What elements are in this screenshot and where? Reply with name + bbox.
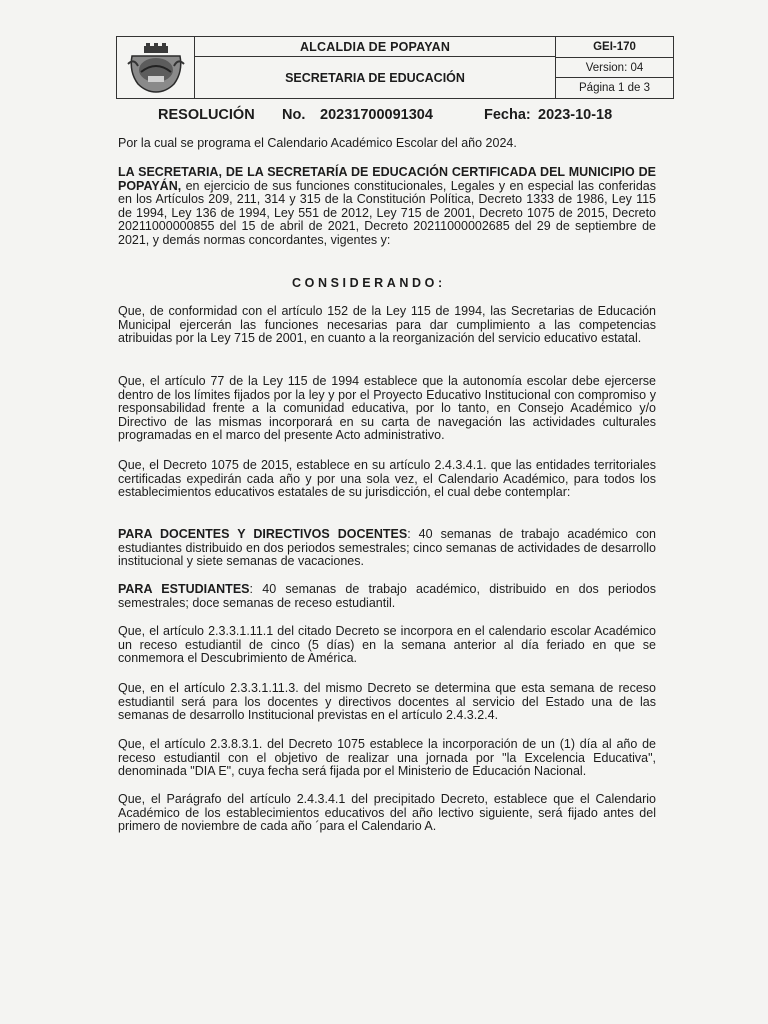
resolution-number-label: No. <box>282 107 306 123</box>
organization-name: ALCALDIA DE POPAYAN <box>195 37 555 57</box>
paragraph: Que, el artículo 2.3.8.3.1. del Decreto 1075 establece la incorporación de un (1) día al año de receso estudiantil con el objetivo de realizar una jornada por "la Excelencia Educativa", denominada "DIA E", cuya fecha será fijada por el Ministerio de Educación Nacional. <box>118 737 656 779</box>
paragraph: Que, el Decreto 1075 de 2015, establece en su artículo 2.4.3.4.1. que las entidades territoriales certificadas expedirán cada año y por una sola vez, el Calendario Académico, para todos los establecimientos educativos estatales de su jurisdicción, el cual debe contemplar: <box>118 458 656 500</box>
resolution-number: 20231700091304 <box>320 107 433 123</box>
municipal-coat-of-arms-icon <box>126 42 186 94</box>
paragraph: Que, el artículo 2.3.3.1.11.1 del citado Decreto se incorpora en el calendario escolar Académico un receso estudiantil de cinco (5 días) en la semana anterior al día feriado en que se conmemora el Descubrimiento de América. <box>118 624 656 666</box>
resolution-date: 2023-10-18 <box>538 107 613 123</box>
docentes-text: : 40 semanas de trabajo académico con estudiantes distribuido en dos periodos semestrales; cinco semanas de actividades de desarrollo institucional y siete semanas de vacaciones. <box>118 527 656 569</box>
logo-cell <box>117 37 195 98</box>
preamble-authority: LA SECRETARIA, DE LA SECRETARÍA DE EDUCACIÓN CERTIFICADA DEL MUNICIPIO DE POPAYÁN, <box>118 165 656 193</box>
estudiantes-heading: PARA ESTUDIANTES <box>118 582 250 596</box>
preamble-text: en ejercicio de sus funciones constitucionales, Legales y en especial las conferidas en los Artículos 209, 211, 314 y 315 de la Constitución Política, Decreto 1333 de 1986, Ley 115 de 1994, Ley 136 de 1994, Ley 551 de 2012, Ley 715 de 2001, Decreto 1075 de 2015, Decreto 20211000000855 del 15 de abril de 2021, Decreto 20211000002685 del 29 de septiembre de 2021, y demás normas concordantes, vigentes y: <box>118 178 656 247</box>
docentes-heading: PARA DOCENTES Y DIRECTIVOS DOCENTES <box>118 527 408 541</box>
paragraph: Que, el artículo 77 de la Ley 115 de 1994 establece que la autonomía escolar debe ejercerse dentro de los límites fijados por la ley y por el Proyecto Educativo Institucional con compromiso y responsabilidad frente a la comunidad educativa, por lo tanto, en Consejo Académico y/o Directivo de las mismas incorporará en su carta de navegación las actividades culturales programadas en el marco del presente Acto administrativo. <box>118 374 656 443</box>
page-indicator: Página 1 de 3 <box>556 77 673 98</box>
paragraph-estudiantes <box>118 583 656 610</box>
paragraph: Que, de conformidad con el artículo 152 de la Ley 115 de 1994, las Secretarias de Educación Municipal ejercerán las funciones necesarias para dar cumplimiento a las competencias atribuidas por la Ley 715 de 2001, en cuanto a la reorganización del servicio educativo estatal. <box>118 304 656 346</box>
paragraph: Que, el Parágrafo del artículo 2.4.3.4.1 del precipitado Decreto, establece que el Calendario Académico de los establecimientos educativos del año lectivo siguiente, será fijado antes del primero de noviembre de cada año ´para el Calendario A. <box>118 792 656 834</box>
preamble-paragraph <box>118 166 656 248</box>
department-name: SECRETARIA DE EDUCACIÓN <box>285 70 465 85</box>
document-version: Version: 04 <box>556 57 673 78</box>
paragraph-docentes <box>118 528 656 569</box>
resolution-subject: Por la cual se programa el Calendario Académico Escolar del año 2024. <box>118 136 517 150</box>
document-header-table <box>116 36 674 99</box>
resolution-date-label: Fecha: <box>484 107 531 123</box>
resolution-label: RESOLUCIÓN <box>158 107 255 123</box>
estudiantes-text: : 40 semanas de trabajo académico, distribuido en dos periodos semestrales; doce semanas de receso estudiantil. <box>118 582 656 610</box>
document-code: GEI-170 <box>593 40 636 53</box>
paragraph: Que, en el artículo 2.3.3.1.11.3. del mismo Decreto se determina que esta semana de receso estudiantil será para los docentes y directivos docentes al servicio del Estado una de las semanas de desarrollo Institucional previstas en el artículo 2.4.3.2.4. <box>118 681 656 723</box>
considerando-heading: CONSIDERANDO: <box>292 276 446 290</box>
resolution-line <box>158 107 658 127</box>
